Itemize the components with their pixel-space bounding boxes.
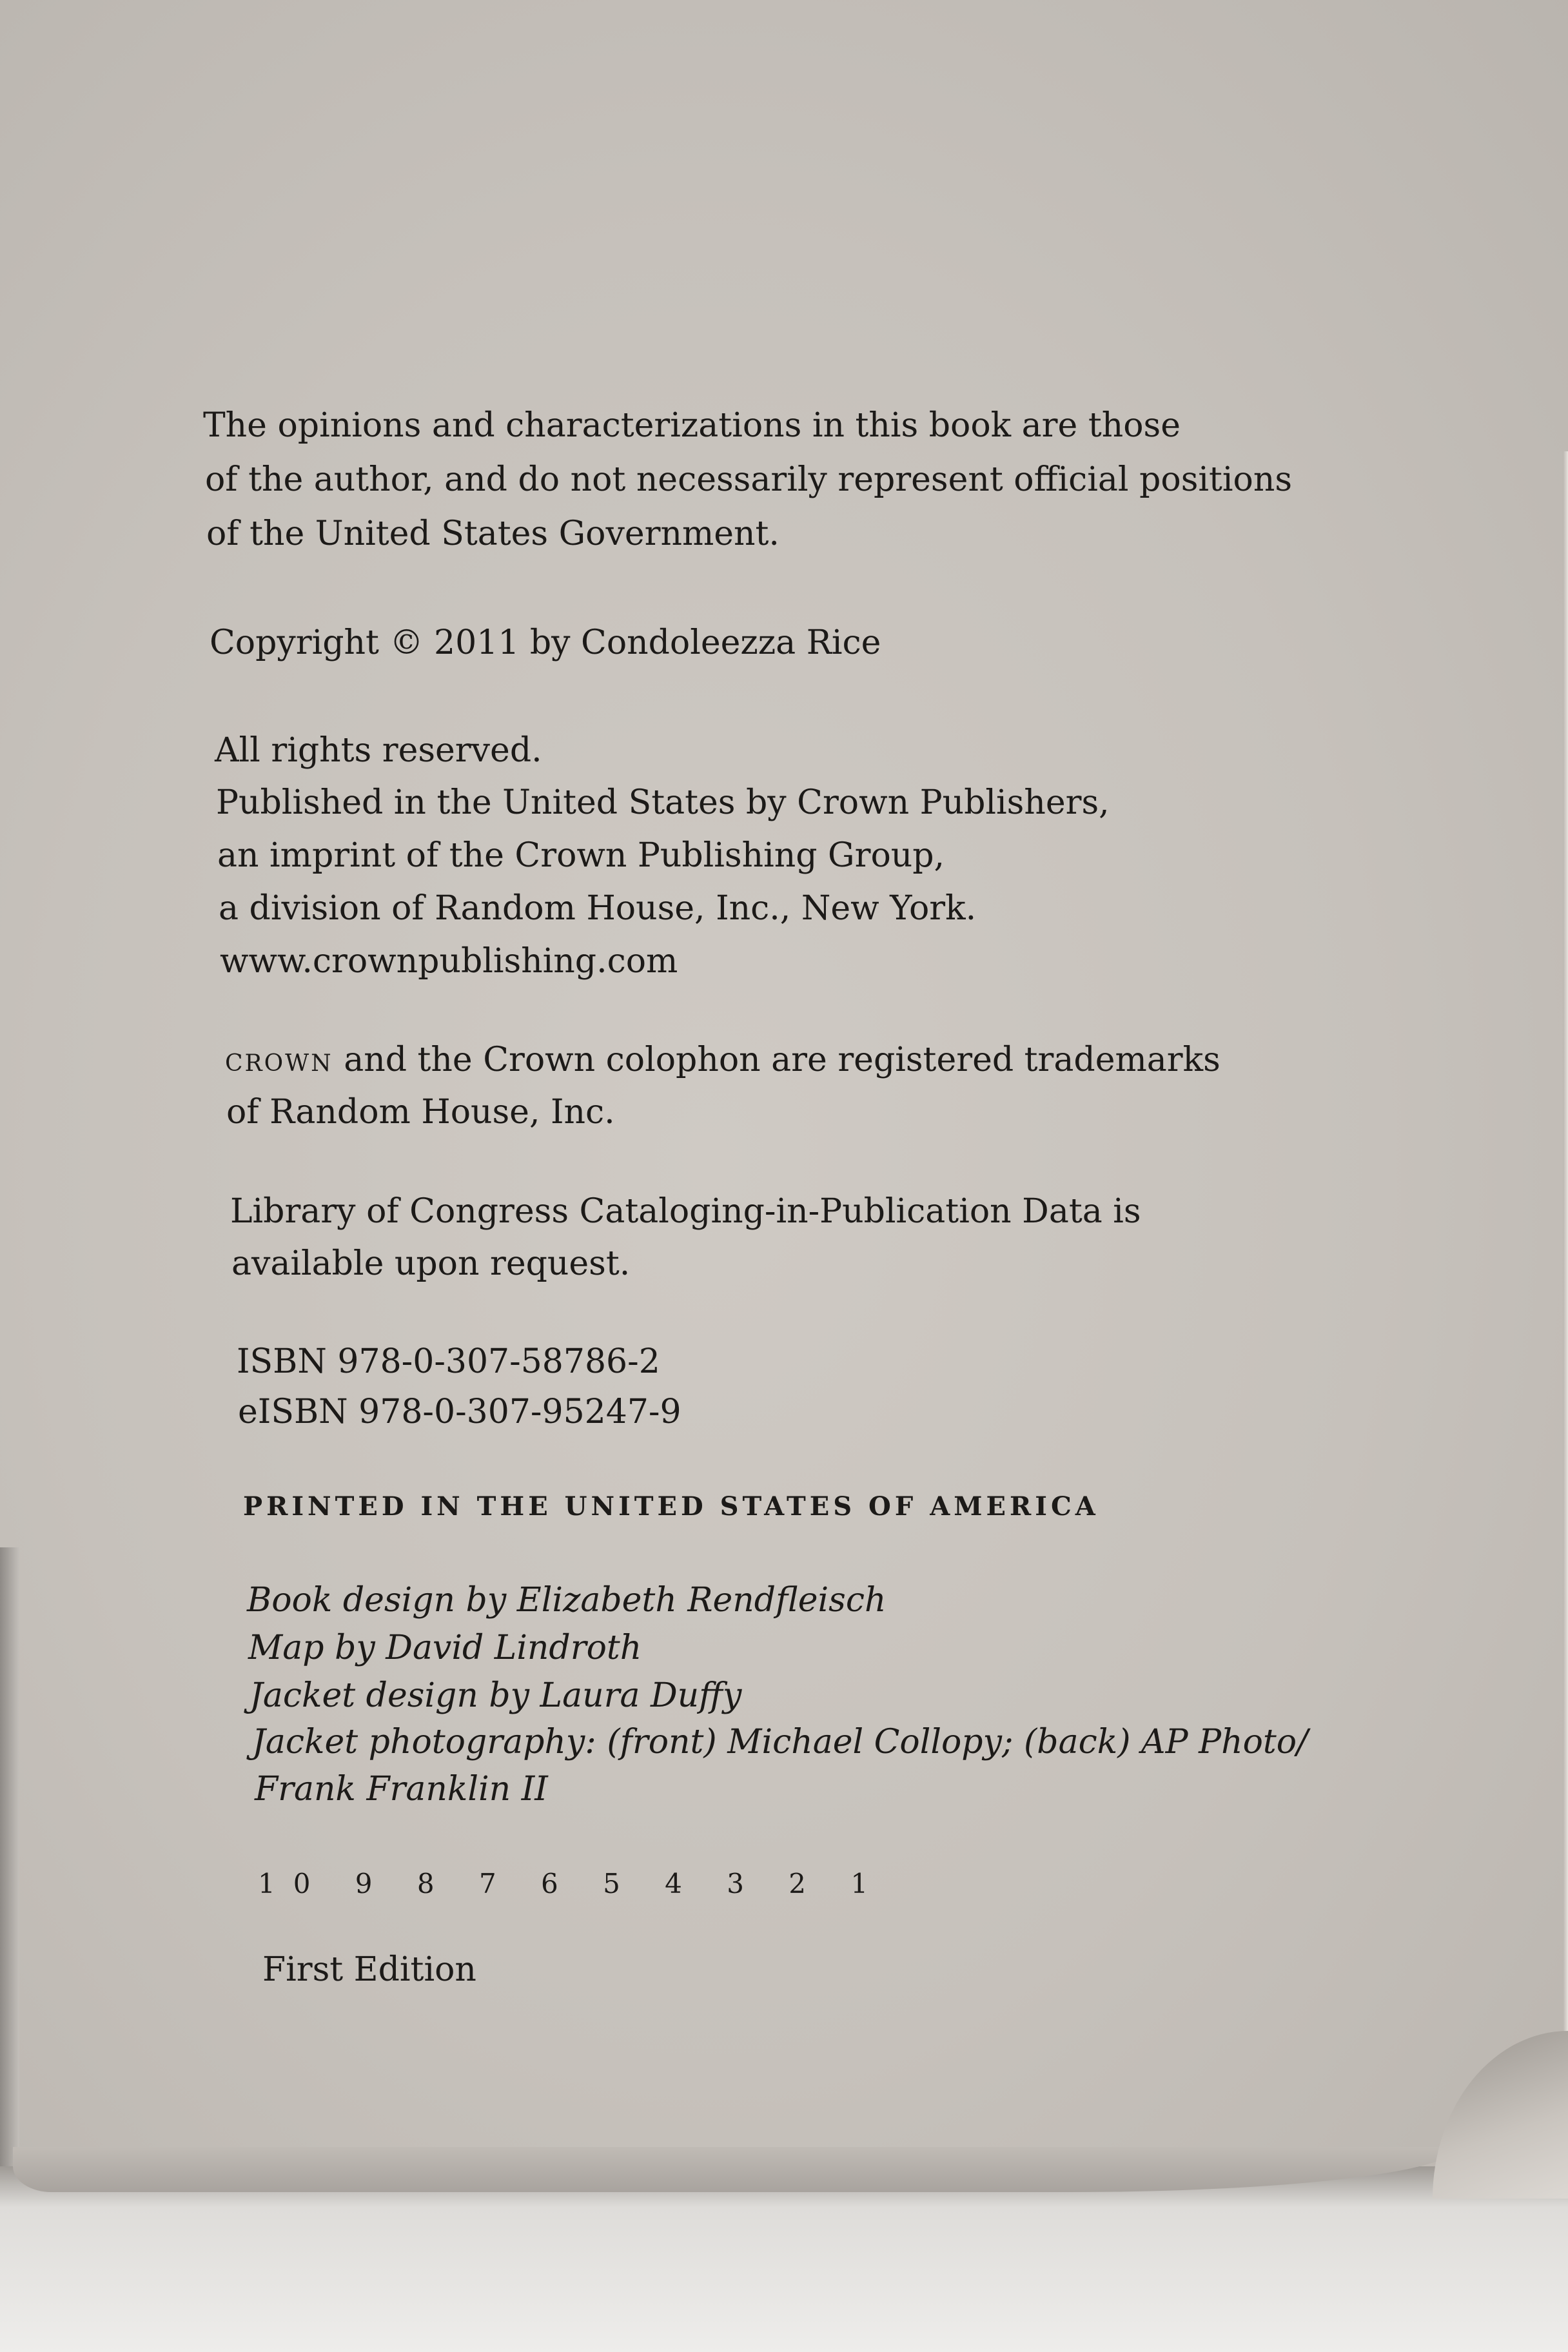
- disclaimer-line-1: The opinions and characterizations in this book are those: [203, 406, 1181, 445]
- cip-line-2: available upon request.: [231, 1244, 631, 1283]
- printing-number-line: 10 9 8 7 6 5 4 3 2 1: [258, 1868, 887, 1899]
- table-surface: [0, 2166, 1568, 2352]
- credit-jacket-design: Jacket design by Laura Duffy: [250, 1676, 742, 1715]
- credit-map: Map by David Lindroth: [248, 1629, 642, 1667]
- eisbn-line: eISBN 978-0-307-95247-9: [238, 1393, 681, 1431]
- website-line: www.crownpublishing.com: [220, 942, 678, 981]
- copyright-line: Copyright © 2011 by Condoleezza Rice: [210, 623, 881, 662]
- cip-line-1: Library of Congress Cataloging-in-Publication Data is: [230, 1192, 1141, 1231]
- trademark-line-1: [225, 1033, 1220, 1087]
- disclaimer-line-3: of the United States Government.: [206, 514, 779, 553]
- division-line: a division of Random House, Inc., New York.: [219, 889, 977, 928]
- trademark-rest: and the Crown colophon are registered trademarks: [333, 1041, 1220, 1079]
- crown-brand: crown: [225, 1041, 333, 1079]
- disclaimer-line-2: of the author, and do not necessarily represent official positions: [205, 460, 1293, 499]
- edition-line: First Edition: [262, 1950, 476, 1989]
- page-stack-left-edge: [0, 1547, 19, 2179]
- credit-book-design: Book design by Elizabeth Rendfleisch: [247, 1581, 887, 1620]
- imprint-line: an imprint of the Crown Publishing Group,: [217, 836, 945, 875]
- isbn-line: ISBN 978-0-307-58786-2: [237, 1342, 660, 1381]
- credit-photographer: Frank Franklin II: [255, 1770, 548, 1808]
- facing-page-edge: [1563, 451, 1568, 2192]
- published-line: Published in the United States by Crown Publishers,: [216, 783, 1110, 822]
- page-bottom-edge: [13, 2147, 1457, 2192]
- trademark-line-2: of Random House, Inc.: [226, 1093, 615, 1132]
- printed-in-line: PRINTED IN THE UNITED STATES OF AMERICA: [243, 1491, 1099, 1522]
- rights-line: All rights reserved.: [215, 731, 542, 770]
- credit-jacket-photography: Jacket photography: (front) Michael Collopy; (back) AP Photo/: [252, 1723, 1308, 1761]
